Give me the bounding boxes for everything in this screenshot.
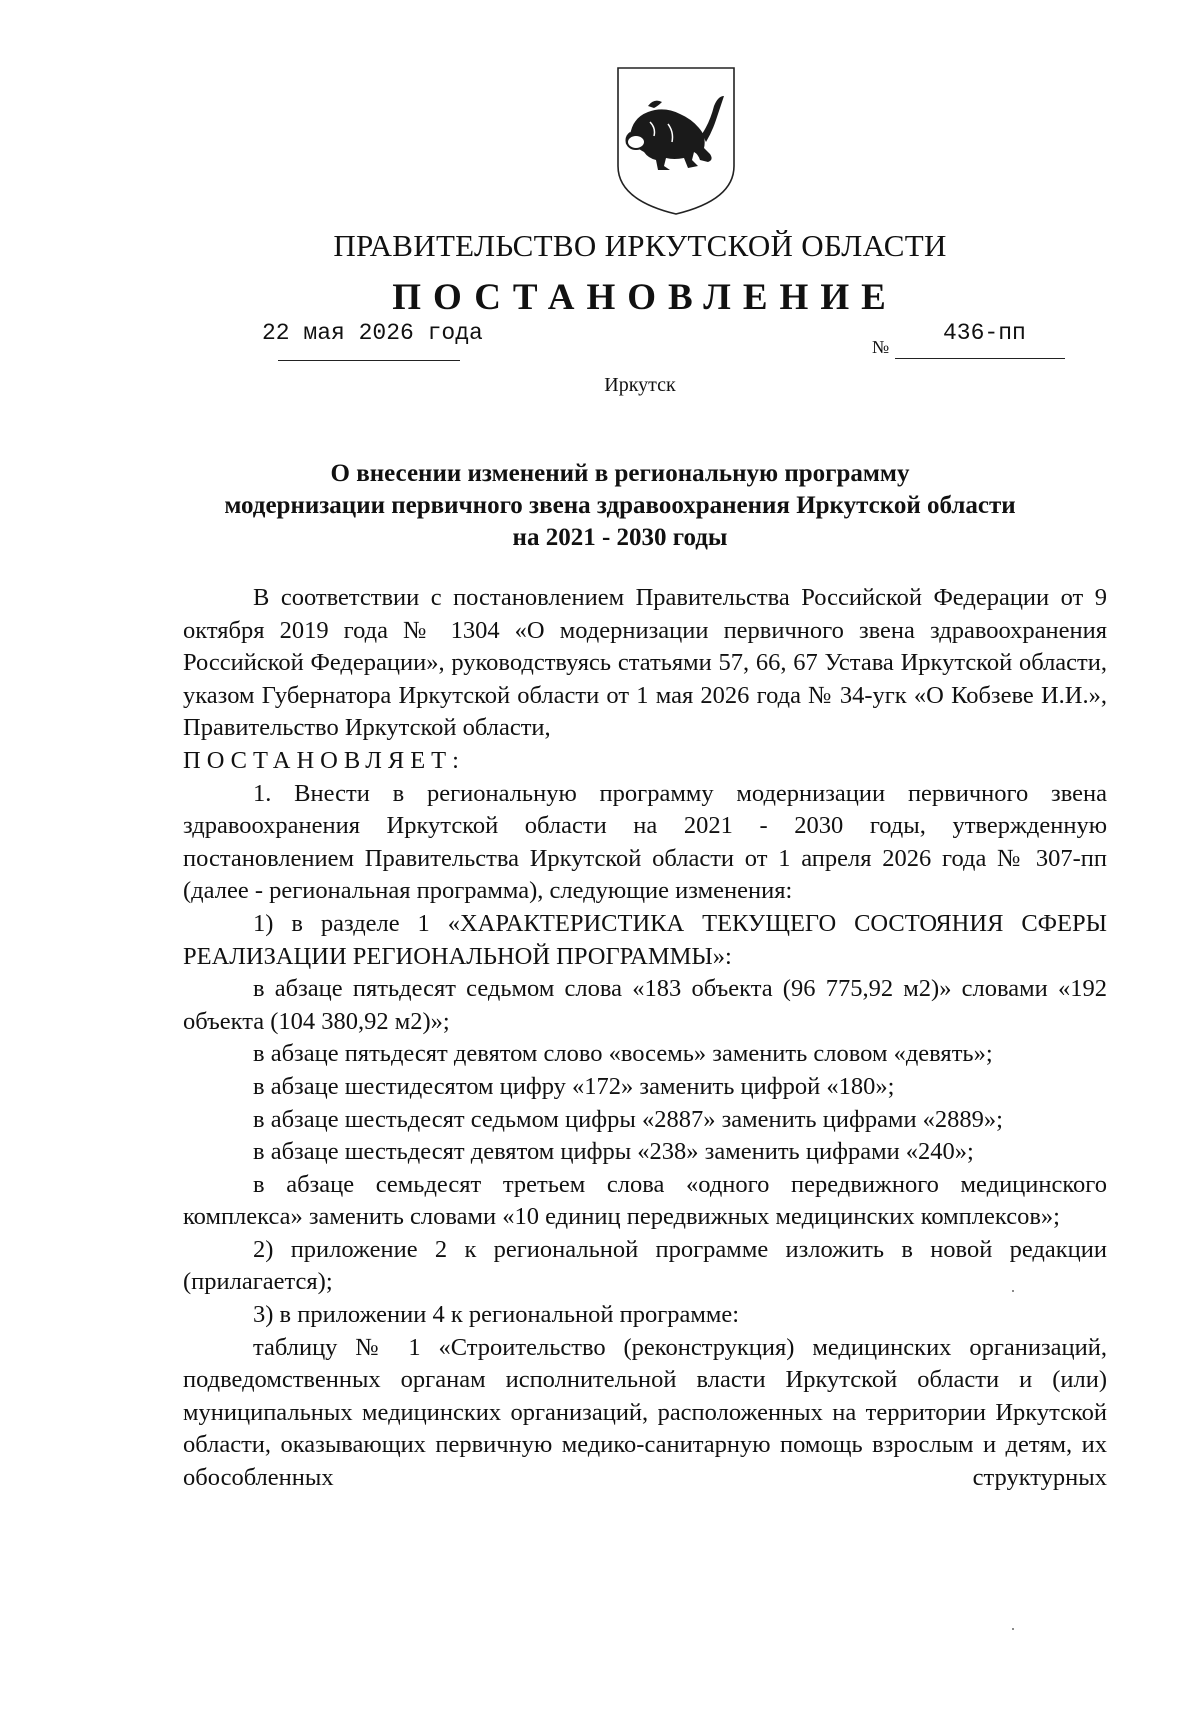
document-body (183, 582, 1107, 1495)
date-underline (278, 360, 460, 361)
item-1-1-e-paragraph: в абзаце шестьдесят девятом цифры «238» заменить цифрами «240»; (253, 1138, 974, 1166)
item-1-2-paragraph: 2) приложение 2 к региональной программе изложить в новой редакции (прилагается); (183, 1235, 1107, 1296)
government-name: ПРАВИТЕЛЬСТВО ИРКУТСКОЙ ОБЛАСТИ (333, 228, 947, 263)
scan-speck (1012, 1290, 1014, 1292)
item-1-1-d-paragraph: в абзаце шестьдесят седьмом цифры «2887» заменить цифрами «2889»; (253, 1105, 1003, 1133)
city: Иркутск (604, 374, 676, 396)
document-heading (150, 458, 1090, 554)
item-1-1-paragraph: 1) в разделе 1 «ХАРАКТЕРИСТИКА ТЕКУЩЕГО СОСТОЯНИЯ СФЕРЫ РЕАЛИЗАЦИИ РЕГИОНАЛЬНОЙ ПРОГРАММЫ»: (183, 909, 1107, 970)
resolves-word: ПОСТАНОВЛЯЕТ: (183, 746, 465, 774)
number-underline (895, 358, 1065, 359)
item-1-3-a-paragraph: таблицу № 1 «Строительство (реконструкция) медицинских организаций, подведомственных органам исполнительной власти Иркутской области и (или) муниципальных медицинских организаций, расположенных на территории Иркутской области, оказывающих первичную медико-санитарную помощь взрослым и детям, их обособленных структурных (183, 1333, 1107, 1492)
item-1-3-paragraph: 3) в приложении 4 к региональной программе: (253, 1301, 740, 1329)
item-1-1-f-paragraph: в абзаце семьдесят третьем слова «одного передвижного медицинского комплекса» заменить словами «10 единиц передвижных медицинских комплексов»; (183, 1170, 1107, 1231)
preamble-paragraph: В соответствии с постановлением Правительства Российской Федерации от 9 октября 2019 года № 1304 «О модернизации первичного звена здравоохранения Российской Федерации», руководствуясь статьями 57, 66, 67 Устава Иркутской области, указом Губернатора Иркутской области от 1 мая 2026 года № 34-угк «О Кобзеве И.И.», Правительство Иркутской области, (183, 584, 1107, 742)
item-1-1-c-paragraph: в абзаце шестидесятом цифру «172» заменить цифрой «180»; (253, 1072, 895, 1100)
document-type: ПОСТАНОВЛЕНИЕ (392, 277, 898, 318)
decree-number: 436-пп (943, 320, 1026, 346)
heading-line-2: модернизации первичного звена здравоохранения Иркутской области (224, 492, 1016, 519)
scan-speck (1012, 1628, 1014, 1630)
coat-of-arms-icon (610, 62, 742, 218)
decree-date: 22 мая 2026 года (262, 320, 483, 346)
heading-line-1: О внесении изменений в региональную программу (330, 460, 910, 487)
number-label: № (872, 337, 890, 357)
item-1-paragraph: 1. Внести в региональную программу модернизации первичного звена здравоохранения Иркутской области на 2021 - 2030 годы, утвержденную постановлением Правительства Иркутской области от 1 апреля 2026 года № 307-пп (далее - региональная программа), следующие изменения: (183, 779, 1107, 905)
item-1-1-b-paragraph: в абзаце пятьдесят девятом слово «восемь» заменить словом «девять»; (253, 1040, 993, 1068)
item-1-1-a-paragraph: в абзаце пятьдесят седьмом слова «183 объекта (96 775,92 м2)» словами «192 объекта (104 380,92 м2)»; (183, 975, 1107, 1035)
heading-line-3: на 2021 - 2030 годы (512, 524, 728, 551)
